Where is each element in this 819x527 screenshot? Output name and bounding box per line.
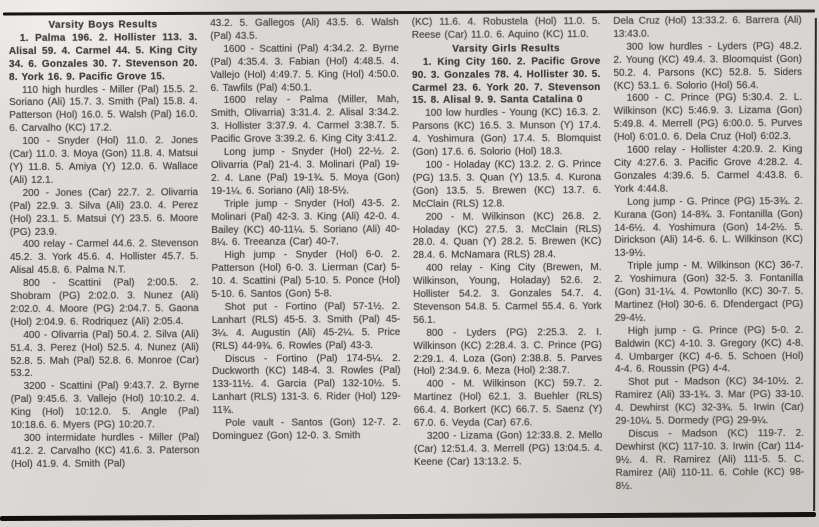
result-paragraph: 400 relay - King City (Brewen, M. Wilkinson, Young, Holaday) 52.6. 2. Hollister 54.2. 3. Gonzales 54.7. 4. Stevenson 54.8. 5. Carmel 55.4. 6. York 56.1.: [413, 262, 602, 326]
result-paragraph: 3200 - Scattini (Pal) 9:43.7. 2. Byrne (Pal) 9:45.6. 3. Vallejo (Hol) 10:10.2. 4. King (Hol) 10:12.0. 5. Angle (Pal) 10:18.6. 6. Myers (PG) 10:20.7.: [10, 380, 200, 432]
result-paragraph: 1600 - C. Prince (PG) 5:30.4. 2. L. Wilkinson (KC) 5:46.9. 3. Lizama (Gon) 5:49.8. 4. Merrell (PG) 6:00.0. 5. Purves (Hol) 6:01.0. 6. Dela Cruz (Hol) 6:02.3.: [613, 92, 803, 144]
result-paragraph: Shot put - Fortino (Pal) 57-1½. 2. Lanhart (RLS) 45-5. 3. Smith (Pal) 45-3¼. 4. Augustin (Ali) 45-2¼. 5. Price (RLS) 44-9¾. 6. Rowles (Pal) 43-3.: [211, 300, 401, 352]
result-paragraph: 800 - Lyders (PG) 2:25.3. 2. I. Wilkinson (KC) 2:28.4. 3. C. Prince (PG) 2:29.1. 4. Loza (Gon) 2:38.8. 5. Parves (Hol) 2:34.9. 6. Meza (Hol) 2:38.7.: [413, 326, 603, 378]
result-paragraph: Triple jump - Snyder (Hol) 43-5. 2. Molinari (Pal) 42-3. 3. King (Ali) 42-0. 4. Bailey (KC) 40-11¼. 5. Soriano (Ali) 40-8¼. 6. Treeanza (Car) 40-7.: [211, 197, 400, 249]
results-column-3: [412, 16, 603, 512]
result-paragraph: 400 - M. Wilkinson (KC) 59.7. 2. Martinez (Hol) 62.1. 3. Buehler (RLS) 66.4. 4. Borkert (KC) 66.7. 5. Saenz (Y) 67.0. 6. Veyda (Car) 67.6.: [413, 378, 603, 430]
result-paragraph: Long jump - Snyder (Hol) 22-½. 2. Olivarria (Pal) 21-4. 3. Molinari (Pal) 19-2. 4. Lane (Pal) 19-1¾. 5. Moya (Gon) 19-1¼. 6. Soriano (Ali) 18-5½.: [210, 146, 400, 197]
result-paragraph: 300 intermidate hurdles - Miller (Pal) 41.2. 2. Carvalho (KC) 41.6. 3. Paterson (Hol) 41.9. 4. Smith (Pal): [10, 432, 200, 470]
result-paragraph: 400 relay - Carmel 44.6. 2. Stevenson 45.2. 3. York 45.6. 4. Hollister 45.7. 5. Alisal 45.8. 6. Palma N.T.: [9, 238, 199, 277]
result-paragraph: Long jump - G. Prince (PG) 15-3¾. 2. Kurana (Gon) 14-8¾. 3. Fontanilla (Gon) 14-6½. 4. Yoshimura (Gon) 14-2½. 5. Dirickson (Ali) 14-6. 6. L. Wilkinson (KC) 13-9½.: [614, 195, 803, 260]
result-paragraph: Discus - Fortino (Pal) 174-5¼. 2. Duckworth (KC) 148-4. 3. Rowles (Pal) 133-11½. 4. Garcia (Pal) 132-10½. 5. Lanhart (RLS) 131-3. 6. Rider (Hol) 129-11¾.: [212, 352, 401, 417]
result-paragraph: 400 - Olivarria (Pal) 50.4. 2. Silva (Ali) 51.4. 3. Perez (Hol) 52.5. 4. Nunez (Ali) 52.8. 5. Mah (Pal) 52.8. 6. Monroe (Car) 53.2.: [10, 328, 200, 380]
results-column-2: [210, 17, 401, 513]
result-paragraph: 200 - Jones (Car) 22.7. 2. Olivarria (Pal) 22.9. 3. Silva (Ali) 23.0. 4. Perez (Hol) 23.1. 5. Matsui (Y) 23.5. 6. Moore (PG) 23.9.: [9, 186, 199, 238]
results-column-4: [613, 15, 804, 511]
team-scores: 1. Palma 196. 2. Hollister 113. 3. Alisal 59. 4. Carmel 44. 5. King City 34. 6. Gonzales 30. 7. Stevenson 20. 8. York 16. 9. Pacific Grove 15.: [8, 31, 198, 83]
result-paragraph: 43.2. 5. Gallegos (Ali) 43.5. 6. Walsh (Pal) 43.5.: [210, 17, 399, 42]
right-edge-rule: [813, 18, 817, 511]
result-paragraph: 100 low hurdles - Young (KC) 16.3. 2. Parsons (KC) 16.5. 3. Munson (Y) 17.4. 4. Yoshimura (Gon) 17.4. 5. Blomquist (Gon) 17.6. 6. Solorio (Hol) 18.3.: [412, 107, 601, 159]
result-paragraph: 110 high hurdles - Miller (Pal) 15.5. 2. Soriano (Ali) 15.7. 3. Smith (Pal) 15.8. 4. Patterson (Hol) 16.0. 5. Walsh (Pal) 16.0. 6. Carvalho (KC) 17.2.: [9, 83, 198, 135]
result-paragraph: Shot put - Madson (KC) 34-10½. 2. Ramirez (Ali) 33-1¾. 3. Mar (PG) 33-10. 4. Dewhirst (KC) 32-3¾. 5. Irwin (Car) 29-10¼. 5. Dormedy (PG) 29-9¼.: [615, 376, 804, 428]
results-columns: [9, 15, 805, 514]
section-heading: Varsity Boys Results: [48, 19, 158, 31]
result-paragraph: 1600 - Scattini (Pal) 4:34.2. 2. Byrne (Pal) 4:35.4. 3. Fabian (Hol) 4:48.5. 4. Vallejo (Hol) 4:49.7. 5. King (Hol) 4:50.0. 6. Tawfils (Pal) 4:50.1.: [210, 42, 400, 94]
result-paragraph: 800 - Scattini (Pal) 2:00.5. 2. Shobram (PG) 2:02.0. 3. Nunez (Ali) 2:02.0. 4. Moore (PG) 2:04.7. 5. Gaona (Hol) 2:04.9. 6. Rodriquez (Ali) 2:05.4.: [10, 277, 199, 328]
team-scores: 1. King City 160. 2. Pacific Grove 90. 3. Gonzales 78. 4. Hollister 30. 5. Carmel 23. 6. York 20. 7. Stevenson 15. 8. Alisal 9. 9. Santa Catalina 0: [411, 55, 601, 107]
result-paragraph: 1600 relay - Palma (Miller, Mah, Smith, Olivarria) 3:31.4. 2. Alisal 3:34.2. 3. Hollister 3:37.9. 4. Carmel 3:38.7. 5. Pacific Grove 3:39.2. 6. King City 3:41.2.: [210, 94, 400, 146]
result-paragraph: 3200 - Lizama (Gon) 12:33.8. 2. Mello (Car) 12:51.4. 3. Merrell (PG) 13:04.5. 4. Keene (Car) 13:13.2. 5.: [413, 429, 603, 468]
result-paragraph: 100 - Snyder (Hol) 11.0. 2. Jones (Car) 11.0. 3. Moya (Gon) 11.8. 4. Matsui (Y) 11.8. 5. Amiya (Y) 12.0. 6. Wallace (Ali) 12.1.: [9, 135, 199, 186]
result-paragraph: High jump - G. Prince (PG) 5-0. 2. Baldwin (KC) 4-10. 3. Gregory (KC) 4-8. 4. Umbarger (KC) 4-6. 5. Schoen (Hol) 4-4. 6. Roussin (PG) 4-4.: [614, 324, 804, 376]
section-heading: Varsity Girls Results: [452, 43, 560, 55]
result-paragraph: (KC) 11.6. 4. Robustela (Hol) 11.0. 5. Reese (Car) 11.0. 6. Aquino (KC) 11.0.: [411, 15, 601, 41]
result-paragraph: Discus - Madson (KC) 119-7. 2. Dewhirst (KC) 117-10. 3. Irwin (Car) 114-9½. 4. R. Ramirez (Ali) 111-5. 5. C. Ramirez (Ali) 110-11. 6. Cohle (KC) 98-8½.: [615, 427, 805, 492]
result-paragraph: 100 - Holaday (KC) 13.2. 2. G. Prince (PG) 13.5. 3. Quan (Y) 13.5. 4. Kurona (Gon) 13.5. 5. Brewen (KC) 13.7. 6. McClain (RLS) 12.8.: [412, 158, 602, 210]
result-paragraph: 200 - M. Wilkinson (KC) 26.8. 2. Holaday (KC) 27.5. 3. McClain (RLS) 28.0. 4. Quan (Y) 28.2. 5. Brewen (KC) 28.4. 6. McNamara (RLS) 28.4.: [412, 210, 602, 262]
result-paragraph: Pole vault - Santos (Gon) 12-7. 2. Dominguez (Gon) 12-0. 3. Smith: [212, 417, 401, 443]
result-paragraph: 300 low hurdles - Lyders (PG) 48.2. 2. Young (KC) 49.4. 3. Bloomquist (Gon) 50.2. 4. Parsons (KC) 52.8. 5. Siders (KC) 53.1. 6. Solorio (Hol) 56.4.: [613, 40, 803, 92]
result-paragraph: High jump - Snyder (Hol) 6-0. 2. Patterson (Hol) 6-0. 3. Lierman (Car) 5-10. 4. Scattini (Pal) 5-10. 5. Ponce (Hol) 5-10. 6. Santos (Gon) 5-8.: [211, 249, 401, 301]
result-paragraph: Dela Cruz (Hol) 13:33.2. 6. Barrera (Ali) 13:43.0.: [613, 14, 802, 40]
result-paragraph: Triple jump - M. Wilkinson (KC) 36-7. 2. Yoshimura (Gon) 32-5. 3. Fontanilla (Gon) 31-1¼. 4. Powtonllo (KC) 30-7. 5. Martinez (Hol) 30-6. 6. Dfendergact (PG) 29-4½.: [614, 260, 804, 324]
result-paragraph: 1600 relay - Hollister 4:20.9. 2. King City 4:27.6. 3. Pacific Grove 4:28.2. 4. Gonzales 4:39.6. 5. Carmel 4:43.8. 6. York 4:44.8.: [613, 143, 803, 195]
results-column-1: [9, 18, 200, 514]
